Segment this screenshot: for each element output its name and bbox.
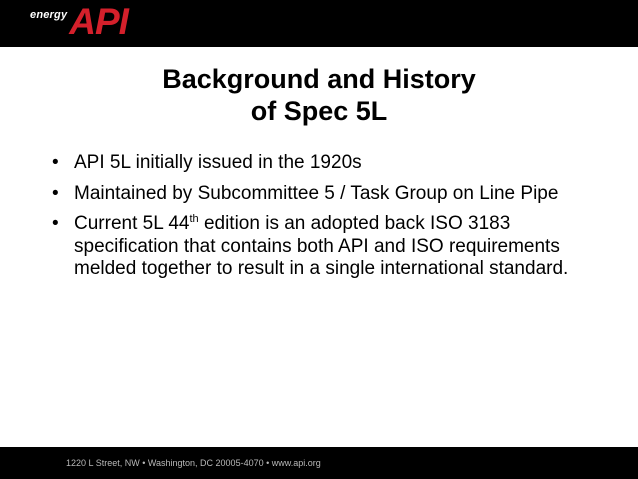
bullet-superscript: th [189,213,199,225]
header-bar [0,0,638,47]
bullet-item [52,183,592,206]
slide-title [0,63,638,127]
slide-title-line-1: Background and History [162,64,476,94]
bullet-item [52,152,592,175]
bullet-text-end: edition is an adopted back ISO 3183 specification that contains both API and ISO requirements melded together to result in a single international standard. [74,213,569,279]
bullet-text-start: Current 5L 44 [74,213,190,234]
footer-bar [0,447,638,479]
bullet-text: API 5L initially issued in the 1920s [74,152,362,173]
slide-title-line-2: of Spec 5L [250,96,388,126]
logo-api-mark: API [69,1,128,42]
logo-energy-text: energy [30,9,68,21]
bullet-dot: • [52,152,59,173]
bullet-list [52,152,592,289]
api-logo [30,1,128,42]
footer-address: 1220 L Street, NW • Washington, DC 20005-4070 • www.api.org [66,458,321,468]
bullet-dot: • [52,182,59,204]
bullet-dot: • [52,213,59,234]
bullet-text: Maintained by Subcommittee 5 / Task Group on Line Pipe [74,182,559,204]
bullet-item [52,213,592,281]
